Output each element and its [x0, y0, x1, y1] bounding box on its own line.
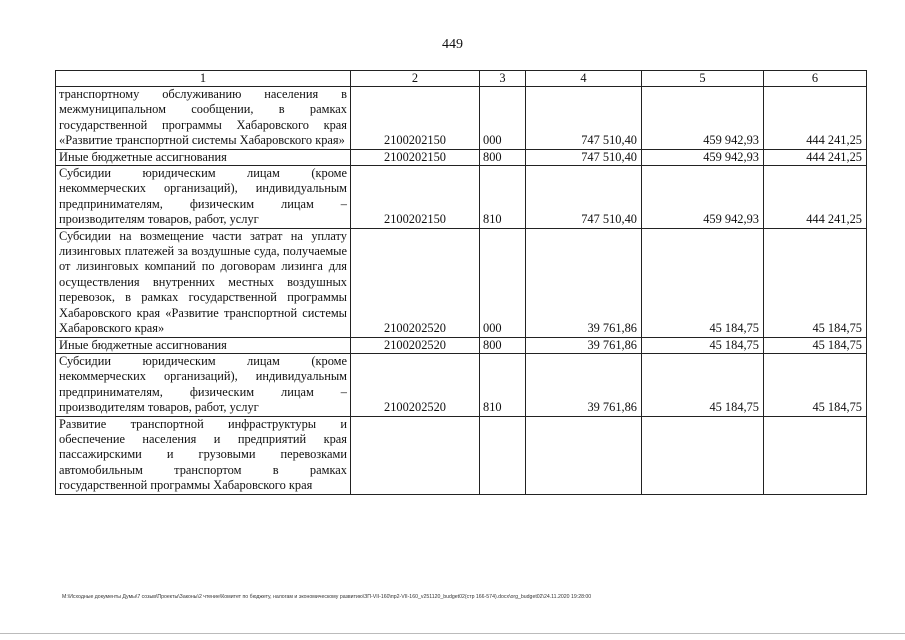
- row-category: 800: [480, 149, 526, 165]
- row-code: 2100202520: [351, 228, 480, 337]
- row-amount-col5: 45 184,75: [642, 337, 764, 353]
- table-row: [56, 228, 867, 337]
- row-code: 2100202150: [351, 166, 480, 229]
- row-code: 2100202150: [351, 149, 480, 165]
- table-row: [56, 337, 867, 353]
- row-amount-col4: 747 510,40: [526, 149, 642, 165]
- column-header: 2: [351, 71, 480, 87]
- row-amount-col4: 39 761,86: [526, 228, 642, 337]
- row-description: Субсидии на возмещение части затрат на уплату лизинговых платежей за воздушные суда, получаемые от лизинговых компаний по договорам лизинга для осуществления внутренних местных воздушных перевозок, в рамках государственной программы Хабаровского края «Развитие транспортной системы Хабаровского края»: [56, 228, 351, 337]
- row-amount-col6: 444 241,25: [764, 149, 867, 165]
- row-amount-col5: 45 184,75: [642, 353, 764, 416]
- row-code: [351, 416, 480, 494]
- row-amount-col5: 45 184,75: [642, 228, 764, 337]
- footer-file-path: M:\Исходные документы Думы\7 созыв\Проекты\Законы\2 чтение\Комитет по бюджету, налогам и экономическому развитию\ЗП-VII-160\пр2-VII-160_v251120_budget02(стр 166-574).docx\org_budget02\24.11.2020 19:28:00: [62, 594, 592, 600]
- row-amount-col4: 39 761,86: [526, 337, 642, 353]
- row-amount-col5: [642, 416, 764, 494]
- row-category: 000: [480, 228, 526, 337]
- budget-table: [55, 70, 867, 495]
- row-amount-col4: [526, 416, 642, 494]
- row-code: 2100202520: [351, 353, 480, 416]
- row-code: 2100202520: [351, 337, 480, 353]
- row-description: Субсидии юридическим лицам (кроме некоммерческих организаций), индивидуальным предпринимателям, физическим лицам – производителям товаров, работ, услуг: [56, 353, 351, 416]
- row-amount-col6: [764, 416, 867, 494]
- row-amount-col5: 459 942,93: [642, 166, 764, 229]
- column-header: 6: [764, 71, 867, 87]
- row-code: 2100202150: [351, 87, 480, 150]
- page-number: 449: [442, 37, 463, 52]
- row-description: Развитие транспортной инфраструктуры и обеспечение населения и предприятий края пассажирскими и грузовыми перевозками автомобильным транспортом в рамках государственной программы Хабаровского края: [56, 416, 351, 494]
- row-amount-col4: 747 510,40: [526, 87, 642, 150]
- row-amount-col6: 444 241,25: [764, 166, 867, 229]
- row-description: Иные бюджетные ассигнования: [56, 337, 351, 353]
- row-category: 810: [480, 166, 526, 229]
- row-amount-col6: 45 184,75: [764, 353, 867, 416]
- row-amount-col4: 39 761,86: [526, 353, 642, 416]
- table-row: [56, 149, 867, 165]
- row-amount-col4: 747 510,40: [526, 166, 642, 229]
- table-header-row: [56, 71, 867, 87]
- row-amount-col6: 444 241,25: [764, 87, 867, 150]
- row-category: 800: [480, 337, 526, 353]
- table-row: [56, 166, 867, 229]
- row-description: Иные бюджетные ассигнования: [56, 149, 351, 165]
- column-header: 4: [526, 71, 642, 87]
- row-amount-col5: 459 942,93: [642, 87, 764, 150]
- row-description: транспортному обслуживанию населения в межмуниципальном сообщении, в рамках государственной программы Хабаровского края «Развитие транспортной системы Хабаровского края»: [56, 87, 351, 150]
- page-bottom-divider: [0, 633, 905, 634]
- row-category: 000: [480, 87, 526, 150]
- column-header: 5: [642, 71, 764, 87]
- row-category: [480, 416, 526, 494]
- row-category: 810: [480, 353, 526, 416]
- table-row: [56, 353, 867, 416]
- row-amount-col6: 45 184,75: [764, 228, 867, 337]
- row-amount-col6: 45 184,75: [764, 337, 867, 353]
- row-amount-col5: 459 942,93: [642, 149, 764, 165]
- row-description: Субсидии юридическим лицам (кроме некоммерческих организаций), индивидуальным предпринимателям, физическим лицам – производителям товаров, работ, услуг: [56, 166, 351, 229]
- table-row: [56, 416, 867, 494]
- column-header: 1: [56, 71, 351, 87]
- table-row: [56, 87, 867, 150]
- column-header: 3: [480, 71, 526, 87]
